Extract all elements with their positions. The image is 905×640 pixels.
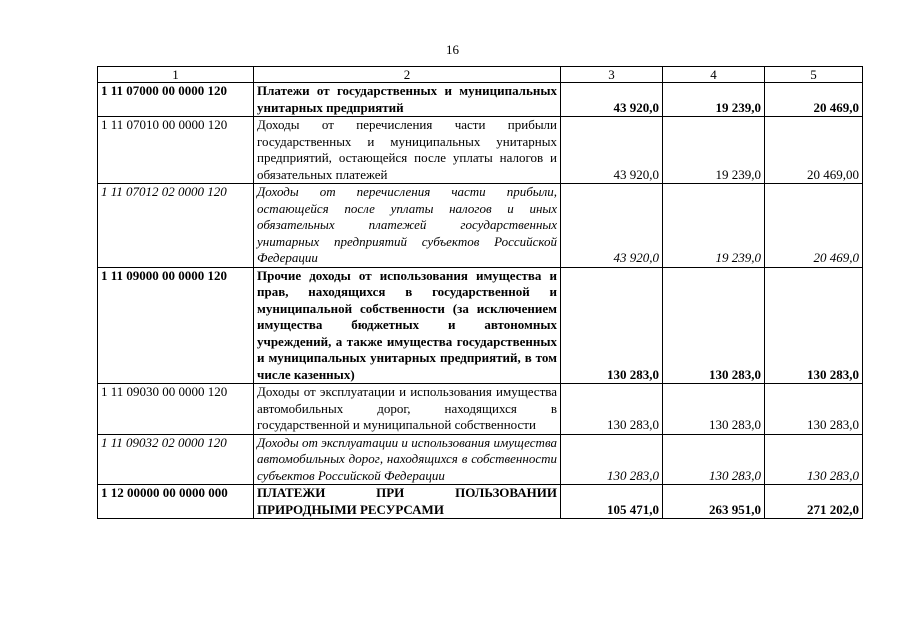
amount-col4: 19 239,0 [663,117,765,184]
amount-col4: 263 951,0 [663,485,765,519]
revenue-description: Доходы от эксплуатации и использования имущества автомобильных дорог, находящихся в государственной и муниципальной собственности [254,384,561,435]
budget-code: 1 11 07012 02 0000 120 [98,184,254,268]
budget-code: 1 11 09030 00 0000 120 [98,384,254,435]
amount-col3: 130 283,0 [561,267,663,384]
column-header: 4 [663,67,765,83]
amount-col4: 130 283,0 [663,267,765,384]
page-number: 16 [446,42,459,57]
budget-code: 1 11 07000 00 0000 120 [98,83,254,117]
table-header-row [98,67,863,83]
budget-code: 1 12 00000 00 0000 000 [98,485,254,519]
amount-col3: 105 471,0 [561,485,663,519]
amount-col5: 20 469,0 [765,83,863,117]
column-header: 3 [561,67,663,83]
amount-col3: 130 283,0 [561,434,663,485]
amount-col5: 130 283,0 [765,267,863,384]
table-row [98,117,863,184]
amount-col4: 19 239,0 [663,83,765,117]
table-row [98,434,863,485]
table-row [98,384,863,435]
amount-col4: 19 239,0 [663,184,765,268]
revenue-description: ПЛАТЕЖИ ПРИ ПОЛЬЗОВАНИИ ПРИРОДНЫМИ РЕСУРСАМИ [254,485,561,519]
amount-col4: 130 283,0 [663,384,765,435]
amount-col3: 43 920,0 [561,83,663,117]
column-header: 1 [98,67,254,83]
table-row [98,485,863,519]
column-header: 5 [765,67,863,83]
table-row [98,267,863,384]
amount-col5: 271 202,0 [765,485,863,519]
revenue-description: Доходы от эксплуатации и использования имущества автомобильных дорог, находящихся в собственности субъектов Российской Федерации [254,434,561,485]
revenue-description: Прочие доходы от использования имущества и прав, находящихся в государственной и муниципальной собственности (за исключением имущества бюджетных и автономных учреждений, а также имущества государственных и муниципальных унитарных предприятий, в том числе казенных) [254,267,561,384]
budget-code: 1 11 09000 00 0000 120 [98,267,254,384]
amount-col5: 130 283,0 [765,384,863,435]
budget-code: 1 11 07010 00 0000 120 [98,117,254,184]
revenue-description: Платежи от государственных и муниципальных унитарных предприятий [254,83,561,117]
column-header: 2 [254,67,561,83]
amount-col4: 130 283,0 [663,434,765,485]
table-row [98,184,863,268]
table-row [98,83,863,117]
amount-col3: 43 920,0 [561,184,663,268]
amount-col5: 20 469,0 [765,184,863,268]
revenue-description: Доходы от перечисления части прибыли, остающейся после уплаты налогов и иных обязательных платежей государственных унитарных предприятий субъектов Российской Федерации [254,184,561,268]
amount-col5: 20 469,00 [765,117,863,184]
amount-col3: 130 283,0 [561,384,663,435]
amount-col5: 130 283,0 [765,434,863,485]
revenue-description: Доходы от перечисления части прибыли государственных и муниципальных унитарных предприятий, остающейся после уплаты налогов и обязательных платежей [254,117,561,184]
budget-code: 1 11 09032 02 0000 120 [98,434,254,485]
amount-col3: 43 920,0 [561,117,663,184]
revenue-table [97,66,863,519]
